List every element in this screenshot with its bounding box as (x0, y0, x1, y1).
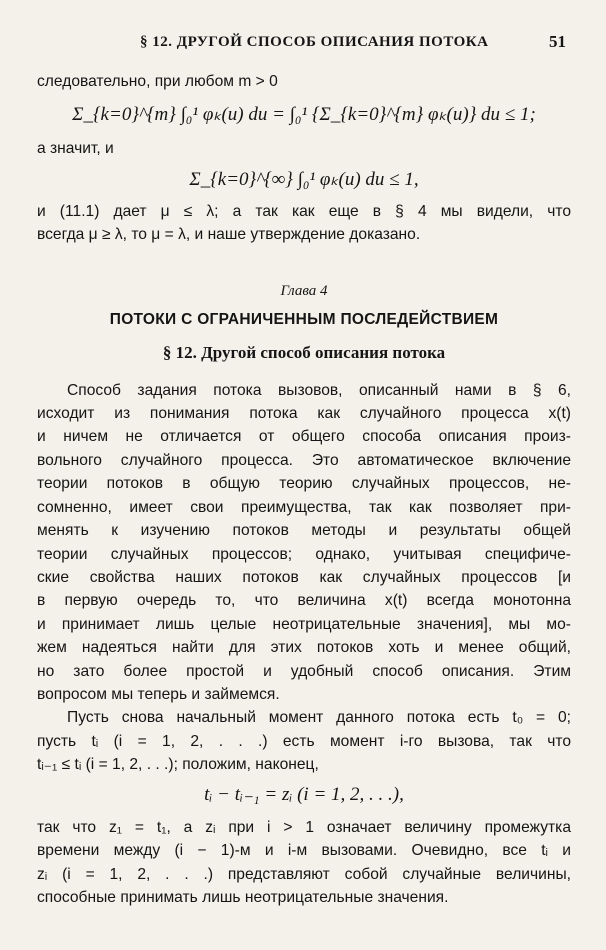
paragraph-interval-definition (37, 816, 571, 910)
text-line: вопросом мы теперь и займемся. (37, 685, 280, 703)
text-line: tᵢ₋₁ ≤ tᵢ (i = 1, 2, . . .); положим, наконец, (37, 756, 319, 774)
text-line: ские свойства наших потоков как случайных процессов [и (37, 568, 571, 586)
text-line: всегда μ ≥ λ, то μ = λ, и наше утверждение доказано. (37, 226, 421, 244)
text-line: времени между (i − 1)-м и i-м вызовами. Очевидно, все tᵢ и (37, 842, 571, 860)
paragraph-stream-description (37, 379, 571, 707)
running-title: § 12. ДРУГОЙ СПОСОБ ОПИСАНИЯ ПОТОКА (140, 34, 489, 50)
text-line: теории случайных процессов; однако, учитывая специфиче- (37, 545, 571, 563)
paragraph-call-moments (37, 706, 571, 776)
text-line: так что z₁ = t₁, а zᵢ при i > 1 означает величину промежутка (37, 818, 571, 836)
text-line: zᵢ (i = 1, 2, . . .) представляют собой случайные величины, (37, 865, 571, 883)
text-line: вольного случайного процесса. Это автоматическое включение (37, 451, 571, 469)
text-line: сомненно, имеет свои преимущества, так как позволяет при- (37, 498, 571, 516)
text-line: исходит из понимания потока как случайного процесса x(t) (37, 405, 571, 423)
page-body (37, 70, 571, 910)
chapter-title: ПОТОКИ С ОГРАНИЧЕННЫМ ПОСЛЕДЕЙСТВИЕМ (109, 310, 499, 328)
text-line: в первую очередь то, что величина x(t) всегда монотонна (37, 592, 571, 610)
text-line: Способ задания потока вызовов, описанный нами в § 6, (67, 381, 571, 399)
text-line: теории потоков в общую теорию случайных процессов, не- (37, 475, 571, 493)
page-header (0, 32, 606, 56)
formula-intervals: tᵢ − tᵢ₋₁ = zᵢ (i = 1, 2, . . .), (204, 783, 404, 805)
text-line: жем надеяться найти для этих потоков хоть и менее общий, (37, 639, 571, 657)
chapter-label: Глава 4 (280, 283, 328, 300)
text-line: менять к изучению потоков методы и результаты общей (37, 522, 571, 540)
text-line: следовательно, при любом m > 0 (37, 73, 278, 90)
page-number: 51 (549, 32, 566, 51)
text-line: способные принимать лишь неотрицательные значения. (37, 889, 449, 907)
formula-infinite-sum: Σ_{k=0}^{∞} ∫₀¹ φₖ(u) du ≤ 1, (189, 169, 419, 191)
text-line: и ничем не отличается от общего способа описания произ- (37, 428, 571, 446)
formula-sum-integral: Σ_{k=0}^{m} ∫₀¹ φₖ(u) du = ∫₀¹ {Σ_{k=0}^{m} φₖ(u)} du ≤ 1; (72, 104, 536, 126)
section-title: § 12. Другой способ описания потока (162, 343, 446, 363)
text-line: пусть tᵢ (i = 1, 2, . . .) есть момент i-го вызова, так что (37, 732, 571, 750)
text-line: Пусть снова начальный момент данного потока есть t₀ = 0; (67, 709, 571, 727)
text-line: но зато более простой и удобный способ описания. Этим (37, 662, 571, 680)
text-line: и принимает лишь целые неотрицательные значения], мы мо- (37, 615, 571, 633)
text-line: а значит, и (37, 139, 114, 157)
text-line: и (11.1) дает μ ≤ λ; а так как еще в § 4 мы видели, что (37, 202, 571, 220)
